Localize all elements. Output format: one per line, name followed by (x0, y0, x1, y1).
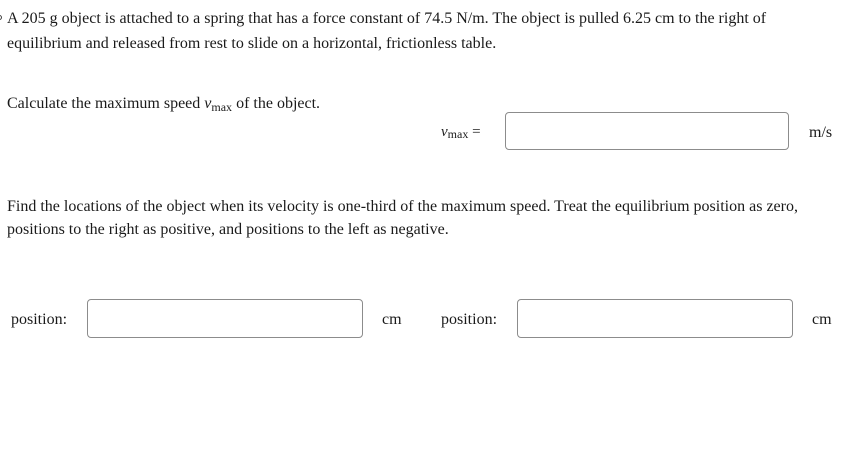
problem-intro-text: A 205 g object is attached to a spring that has a force constant of 74.5 N/m. The object is pulled 6.25 cm to the right of equilibrium and released from rest to slide on a horizontal, frictionless table. (7, 10, 767, 52)
vmax-label-subscript: max (447, 127, 469, 141)
question-max-speed-prefix: Calculate the maximum speed (7, 95, 205, 112)
vmax-label (441, 124, 481, 142)
position-1-answer-input[interactable] (87, 299, 363, 338)
position-1-unit: cm (382, 311, 402, 328)
vmax-answer-input[interactable] (505, 112, 789, 150)
position-2-answer-input[interactable] (517, 299, 793, 338)
position-2-label: position: (441, 311, 498, 328)
vmax-label-equals: = (468, 124, 481, 140)
vmax-variable: v (204, 95, 212, 112)
vmax-subscript: max (211, 100, 233, 114)
vmax-label-variable: v (441, 124, 448, 140)
position-1-label: position: (11, 311, 68, 328)
vmax-unit: m/s (809, 124, 833, 141)
question-max-speed-suffix: of the object. (232, 95, 321, 112)
problem-bullet (0, 15, 2, 20)
question-positions: Find the locations of the object when its velocity is one-third of the maximum speed. Treat the equilibrium position as zero, positions to the right as positive, and positions to the left as negative. (7, 198, 798, 238)
position-2-unit: cm (812, 311, 832, 328)
